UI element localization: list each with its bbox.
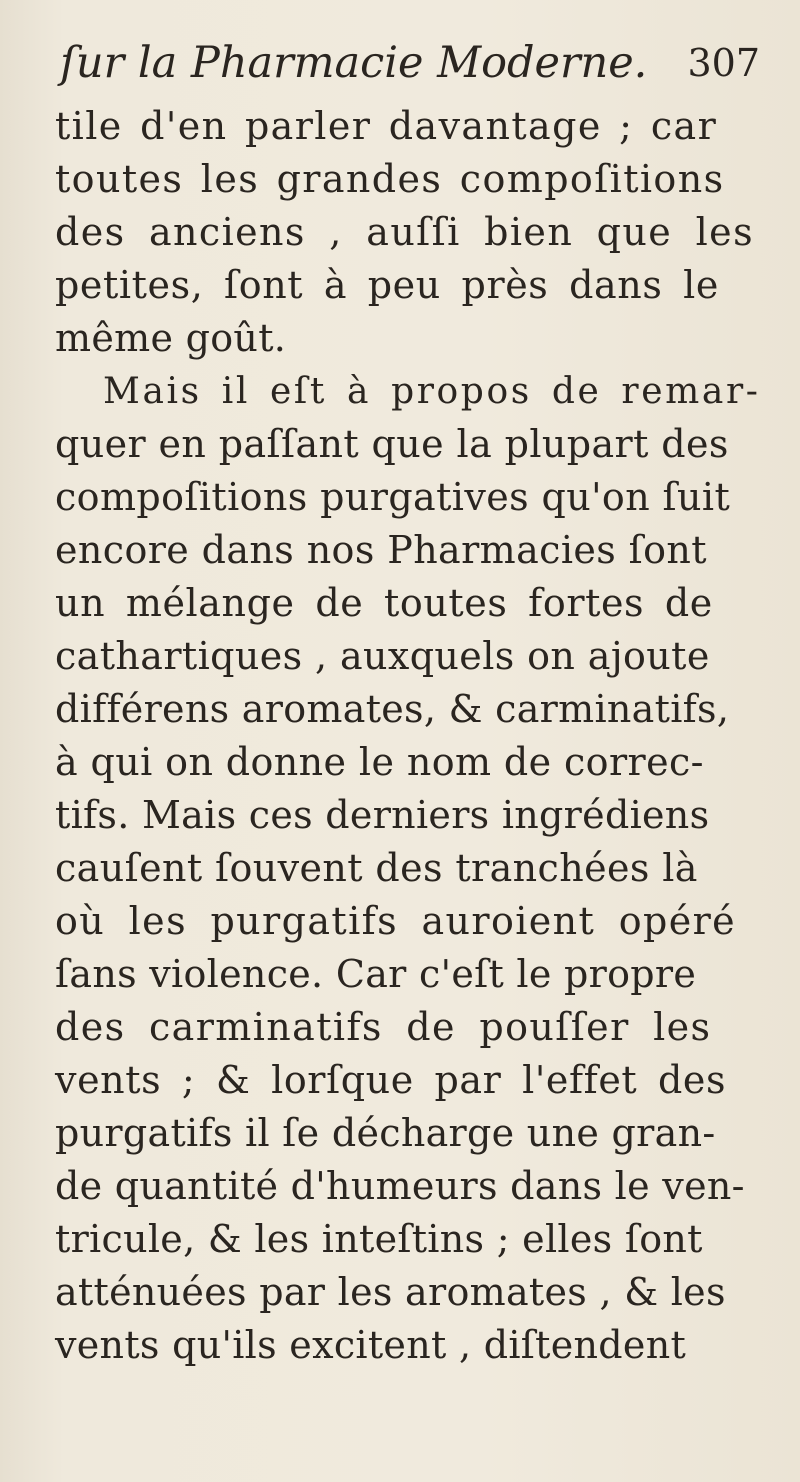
text-line: ſans violence. Car c'eſt le propre bbox=[55, 952, 697, 996]
text-line: même goût. bbox=[55, 316, 287, 360]
text-line: Mais il eſt à propos de remar- bbox=[103, 371, 761, 412]
text-line: vents qu'ils excitent , diſtendent bbox=[55, 1323, 687, 1367]
text-line: tifs. Mais ces derniers ingrédiens bbox=[55, 793, 710, 837]
text-line: des anciens , auſſi bien que les bbox=[55, 210, 754, 254]
text-line: vents ; & lorſque par l'effet des bbox=[55, 1058, 727, 1102]
body-text bbox=[55, 100, 770, 1372]
text-line: atténuées par les aromates , & les bbox=[55, 1270, 726, 1314]
text-line: compoſitions purgatives qu'on ſuit bbox=[55, 475, 731, 519]
text-line: petites, ſont à peu près dans le bbox=[55, 263, 719, 307]
text-line: purgatifs il ſe décharge une gran- bbox=[55, 1111, 716, 1155]
text-line: différens aromates, & carminatifs, bbox=[55, 687, 730, 731]
page-number: 307 bbox=[687, 41, 760, 85]
text-line: encore dans nos Pharmacies ſont bbox=[55, 528, 707, 572]
text-line: quer en paſſant que la plupart des bbox=[55, 422, 729, 466]
text-line: toutes les grandes compoſitions bbox=[55, 157, 725, 201]
text-line: cathartiques , auxquels on ajoute bbox=[55, 634, 710, 678]
text-line: des carminatifs de pouſſer les bbox=[55, 1005, 712, 1049]
page-header bbox=[60, 28, 760, 98]
text-line: où les purgatifs auroient opéré bbox=[55, 899, 737, 943]
text-line: tile d'en parler davantage ; car bbox=[55, 104, 718, 148]
text-line: de quantité d'humeurs dans le ven- bbox=[55, 1164, 745, 1208]
text-line: à qui on donne le nom de correc- bbox=[55, 740, 704, 784]
text-line: tricule, & les inteſtins ; elles ſont bbox=[55, 1217, 703, 1261]
running-title: ſur la Pharmacie Moderne. bbox=[60, 38, 648, 88]
text-line: un mélange de toutes fortes de bbox=[55, 581, 713, 625]
text-line: cauſent ſouvent des tranchées là bbox=[55, 846, 698, 890]
